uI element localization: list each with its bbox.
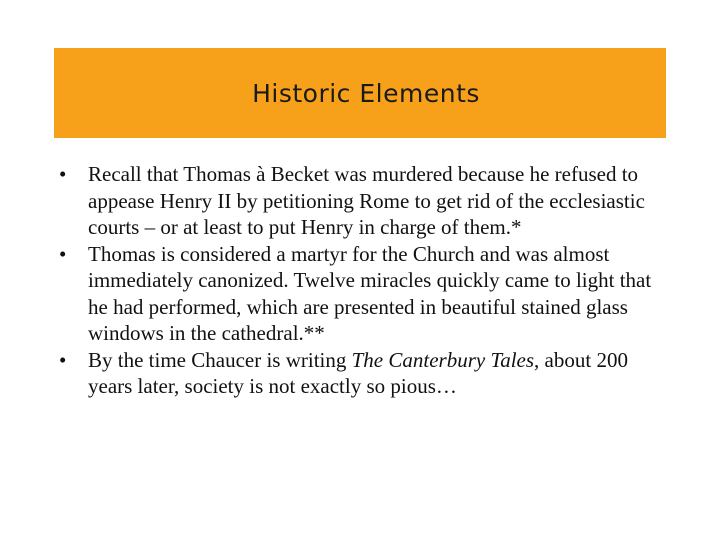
bullet-icon: • <box>59 347 67 372</box>
bullet-item <box>54 161 674 241</box>
bullet-item <box>54 347 674 400</box>
bullet-text-before: By the time Chaucer is writing <box>88 347 352 372</box>
bullet-text-after: , about 200 years later, society is not exactly so pious… <box>88 347 628 398</box>
bullet-item <box>54 241 674 347</box>
bullet-text: Recall that Thomas à Becket was murdered because he refused to appease Henry II by petitioning Rome to get rid of the ecclesiastic courts – or at least to put Henry in charge of them.* <box>88 162 645 239</box>
title-bar <box>54 48 666 138</box>
bullet-list <box>54 161 674 400</box>
bullet-text: Thomas is considered a martyr for the Church and was almost immediately canonized. Twelve miracles quickly came to light that he had performed, which are presented in beautiful stained glass windows in the cathedral.** <box>88 241 652 345</box>
bullet-icon: • <box>59 241 67 266</box>
bullet-icon: • <box>59 162 67 186</box>
slide-title: Historic Elements <box>252 78 480 108</box>
book-title: The Canterbury Tales <box>351 347 535 372</box>
